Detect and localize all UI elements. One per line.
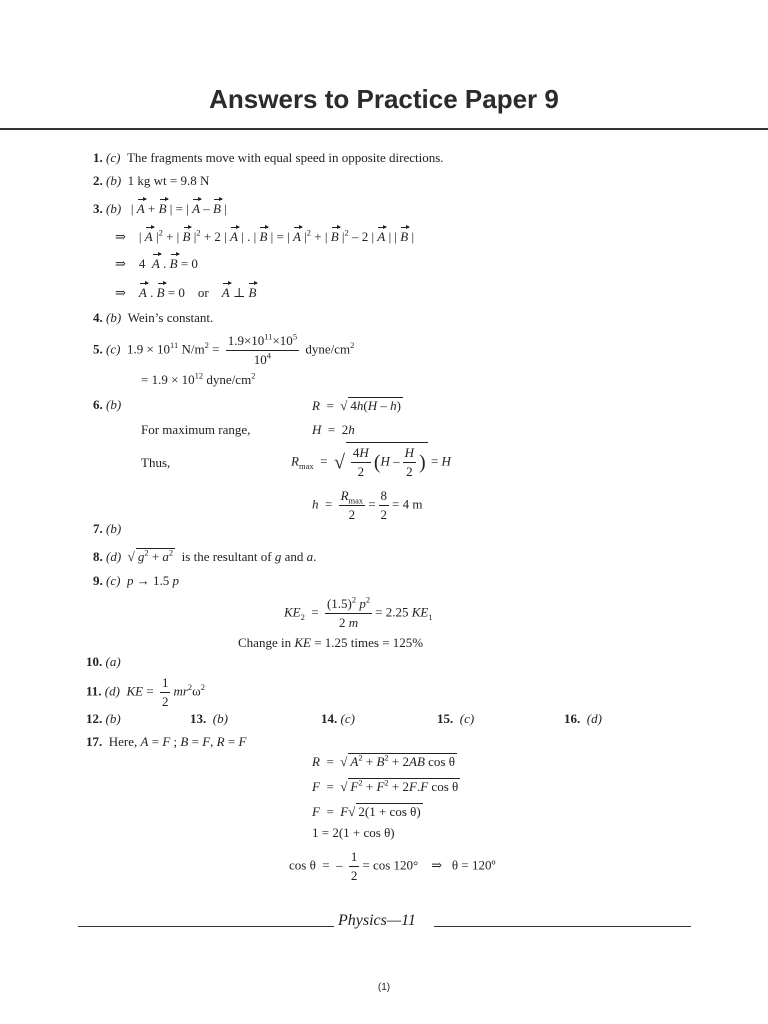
answer-1 [93,150,444,166]
answer-number: 10. [86,654,103,669]
title-rule [0,128,768,130]
page-title: Answers to Practice Paper 9 [209,84,559,114]
answer-number: 4. [93,310,103,325]
answer-number: 8. [93,549,103,564]
answer-option: (c) [106,341,121,357]
answer-12: 12. (b) [86,711,121,726]
implies-symbol: ⇒ [115,229,126,244]
answer-number: 1. [93,150,103,165]
answer-9: 9. (c) p → 1.5 p [93,573,179,588]
answer-number: 11. [86,683,102,699]
answer-option: (d) [104,683,120,699]
answer-6-label-max: For maximum range, [141,422,251,437]
answer-6 [93,397,121,413]
answer-17-line-3: F = F√ 2(1 + cos θ) [312,804,421,819]
answer-16: 16. (d) [564,711,602,726]
answer-number: 7. [93,521,103,536]
answer-6-formula-rmax: $R_{max}$ = √ $\frac{4H}{2}$ (H – $\frac{H}{2}$ ) = H [291,442,451,480]
answer-5-line-2: = $1.9 \times 10^{12}$ dyne/$cm^2$ [141,370,256,387]
answer-text: Wein’s constant. [127,310,214,325]
answer-17-line-1: R = √ $A^2 + B^2 + 2AB$ cos θ [312,752,455,769]
answer-10 [86,654,121,670]
answer-option: (b) [106,397,122,412]
footer-subject: Physics—11 [338,912,416,929]
answer-17-line-4: 1 = 2(1 + cos θ) [312,825,395,840]
implies-symbol: ⇒ [115,285,126,300]
page-number: (1) [377,982,391,993]
answer-number: 9. [93,573,103,588]
answer-3-step-2: ⇒ 4 A . B = 0 [115,256,198,271]
answer-number: 3. [93,201,103,216]
answer-number: 2. [93,173,103,188]
answer-option: (b) [106,173,122,188]
answer-text: The fragments move with equal speed in opposite directions. [126,150,444,165]
answer-17-line-2: F = √ $F^2 + F^2 + 2F.F$ cos θ [312,777,459,794]
implies-symbol: ⇒ [115,256,126,271]
answer-17-line-5: cos θ = – $\frac{1}{2}$ = cos 120° ⇒ θ = 120º [289,849,496,883]
answer-3: 3. (b) | A + B | = | A – B | [93,201,227,216]
answer-4 [93,310,213,326]
answer-13: 13. (b) [190,711,228,726]
answer-9-change: Change in KE = 1.25 times = 125% [238,635,424,650]
answer-3-step-3: ⇒ A . B = 0 or A ⊥ B [115,285,257,300]
answer-6-formula-h: H = 2h [312,422,355,437]
answer-9-ke-formula: $KE_2$ = $\frac{(1.5)^2 p^2}{2 m}$ = 2.25 $KE_1$ [284,594,433,630]
answer-number: 5. [93,341,103,357]
answer-5: 5. (c) $1.9 \times 10^{11}$ $N/m^2$ = $\frac{1.9\times 10^{11}\times 10^5}{10^4}$ dyne/$cm^2$ [93,331,355,367]
answer-6-formula-height: h = $\frac{R_{max}}{2}$ = $\frac{8}{2}$ = 4 m [312,488,423,522]
answer-3-step-1: ⇒ | A $|^2$ + | B $|^2 + 2$ | A | . | B | = | A $|^2$ + | B $|^2 - 2$ | A | | B | [115,227,415,244]
answer-14: 14. (c) [321,711,355,726]
answer-8: 8. (d) √ $g^2 + a^2$ is the resultant of g and a. [93,547,317,564]
answer-number: 17. [86,734,103,749]
answer-11: 11. (d) KE = $\frac{1}{2}$ $mr^2\omega^2$ [86,675,205,709]
answer-7 [93,521,121,537]
answer-option: (c) [106,150,121,165]
answer-option: (a) [105,654,121,669]
answer-option: (b) [106,521,122,536]
answer-option: (b) [106,310,122,325]
footer-rule-right [434,926,691,927]
answer-text: 1 kg wt = 9.8 N [127,173,210,188]
answer-2 [93,173,209,189]
answer-option: (b) [106,201,122,216]
answer-6-label-thus: Thus, [141,455,171,470]
answer-6-formula-r: R = √ 4h(H – h) [312,398,401,413]
answer-15: 15. (c) [437,711,475,726]
footer-rule-left [78,926,334,927]
answer-number: 6. [93,397,103,412]
answer-17: 17. Here, A = F ; B = F, R = F [86,734,247,749]
answer-option: (d) [106,549,122,564]
answer-option: (c) [106,573,121,588]
